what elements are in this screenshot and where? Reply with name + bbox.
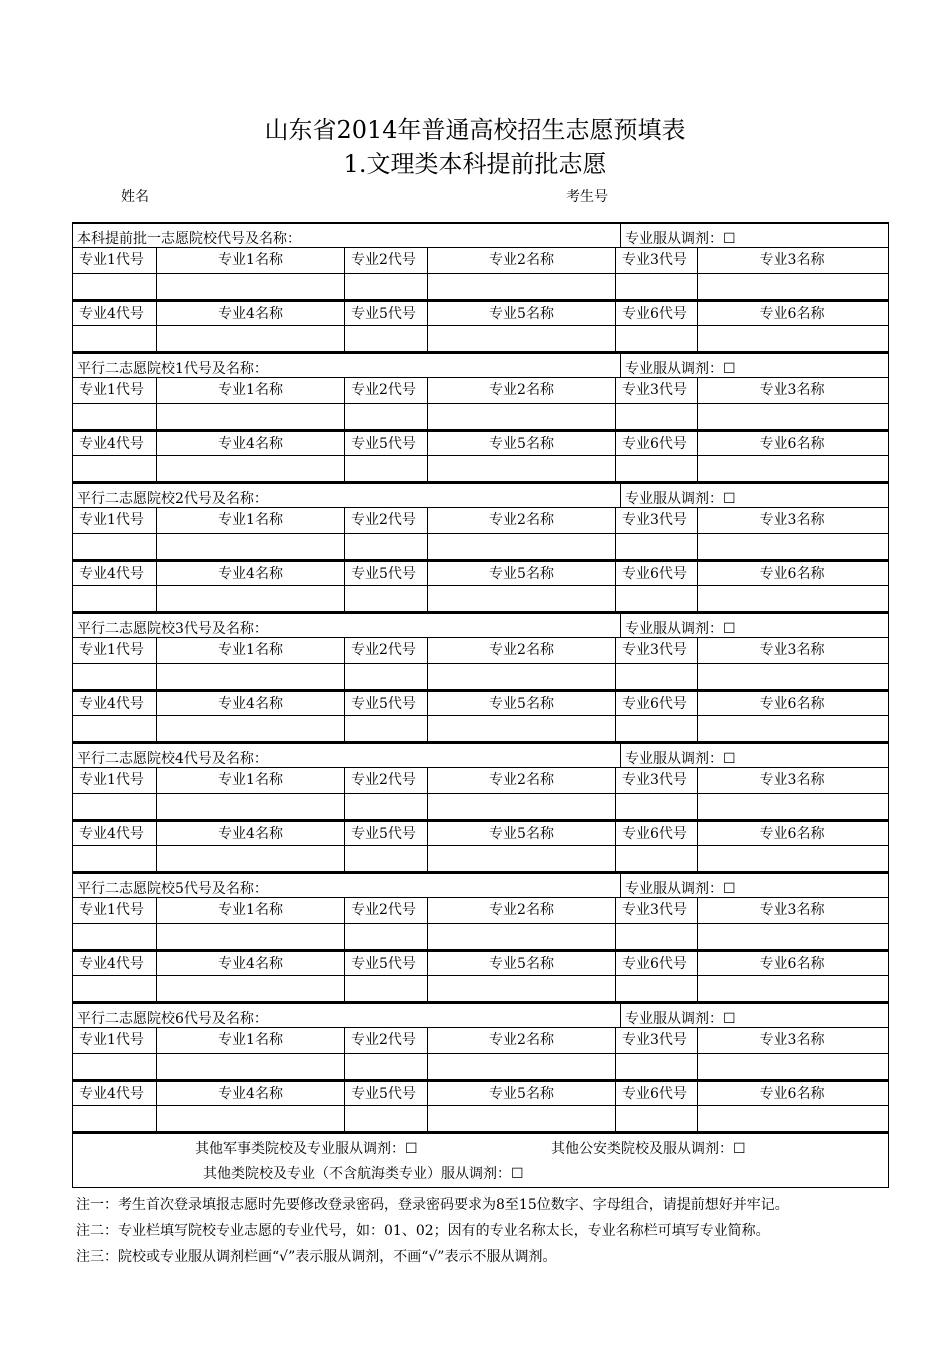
entry-row bbox=[73, 846, 888, 872]
major-name-label: 专业6名称 bbox=[759, 566, 825, 582]
major-code-label: 专业1代号 bbox=[73, 378, 157, 403]
major-name-label: 专业5名称 bbox=[428, 952, 616, 975]
major-code-field[interactable] bbox=[345, 404, 428, 429]
major-code-field[interactable] bbox=[616, 586, 698, 611]
entry-row bbox=[73, 716, 888, 742]
major-code-field[interactable] bbox=[73, 924, 157, 949]
volunteer-section bbox=[73, 872, 888, 1002]
entry-row bbox=[73, 1054, 888, 1080]
major-name-field[interactable] bbox=[157, 846, 345, 871]
major-name-label: 专业1名称 bbox=[157, 508, 345, 533]
column-label-row bbox=[73, 248, 888, 274]
major-code-label: 专业6代号 bbox=[616, 692, 698, 715]
major-name-label: 专业3名称 bbox=[759, 772, 825, 788]
volunteer-section bbox=[73, 352, 888, 482]
column-label-row bbox=[73, 950, 888, 976]
exam-id-label: 考生号 bbox=[566, 189, 608, 205]
major-code-field[interactable] bbox=[73, 404, 157, 429]
major-code-field[interactable] bbox=[345, 326, 428, 351]
military-adjust-checkbox[interactable]: 其他军事类院校及专业服从调剂：☐ bbox=[195, 1141, 418, 1157]
note-2: 注二：专业栏填写院校专业志愿的专业代号，如：01、02；因有的专业名称太长，专业名称栏可填写专业简称。 bbox=[76, 1223, 770, 1239]
school-header-row bbox=[73, 1002, 888, 1028]
form-subtitle: 1.文理类本科提前批志愿 bbox=[343, 150, 607, 178]
major-name-field[interactable] bbox=[157, 534, 345, 559]
column-label-row bbox=[73, 768, 888, 794]
major-code-field[interactable] bbox=[73, 664, 157, 689]
major-name-field[interactable] bbox=[698, 404, 886, 429]
major-name-label: 专业1名称 bbox=[157, 248, 345, 273]
adjust-checkbox[interactable]: 专业服从调剂：☐ bbox=[620, 354, 736, 377]
major-code-label: 专业4代号 bbox=[73, 1082, 157, 1105]
major-name-field[interactable] bbox=[698, 456, 886, 481]
major-name-field[interactable] bbox=[428, 664, 616, 689]
major-code-label: 专业2代号 bbox=[345, 898, 428, 923]
major-name-label: 专业1名称 bbox=[157, 1028, 345, 1053]
major-code-label: 专业5代号 bbox=[345, 822, 428, 845]
major-name-field[interactable] bbox=[428, 456, 616, 481]
column-label-row bbox=[73, 820, 888, 846]
major-code-label: 专业2代号 bbox=[345, 248, 428, 273]
major-name-label: 专业1名称 bbox=[157, 638, 345, 663]
major-name-label: 专业4名称 bbox=[157, 822, 345, 845]
column-label-row bbox=[73, 508, 888, 534]
major-code-field[interactable] bbox=[616, 794, 698, 819]
major-code-field[interactable] bbox=[73, 456, 157, 481]
entry-row bbox=[73, 794, 888, 820]
major-code-field[interactable] bbox=[616, 664, 698, 689]
major-code-label: 专业2代号 bbox=[345, 508, 428, 533]
major-code-label: 专业3代号 bbox=[616, 248, 698, 273]
major-code-field[interactable] bbox=[616, 1054, 698, 1079]
major-name-field[interactable] bbox=[428, 976, 616, 1001]
major-code-field[interactable] bbox=[345, 976, 428, 1001]
major-name-label: 专业6名称 bbox=[759, 956, 825, 972]
major-name-field[interactable] bbox=[157, 664, 345, 689]
major-code-label: 专业6代号 bbox=[616, 952, 698, 975]
major-name-field[interactable] bbox=[157, 326, 345, 351]
major-code-label: 专业5代号 bbox=[345, 952, 428, 975]
major-name-field[interactable] bbox=[428, 586, 616, 611]
major-name-field[interactable] bbox=[157, 586, 345, 611]
major-name-label: 专业4名称 bbox=[157, 692, 345, 715]
major-code-label: 专业5代号 bbox=[345, 1082, 428, 1105]
other-adjust-checkbox[interactable]: 其他类院校及专业（不含航海类专业）服从调剂：☐ bbox=[203, 1166, 524, 1182]
major-code-label: 专业4代号 bbox=[73, 952, 157, 975]
entry-row bbox=[73, 404, 888, 430]
volunteer-section bbox=[73, 482, 888, 612]
major-code-field[interactable] bbox=[345, 456, 428, 481]
major-code-label: 专业2代号 bbox=[345, 638, 428, 663]
major-code-field[interactable] bbox=[616, 534, 698, 559]
column-label-row bbox=[73, 430, 888, 456]
major-code-field[interactable] bbox=[345, 716, 428, 741]
column-label-row bbox=[73, 300, 888, 326]
major-name-label: 专业5名称 bbox=[428, 302, 616, 325]
major-code-label: 专业5代号 bbox=[345, 692, 428, 715]
major-code-label: 专业6代号 bbox=[616, 562, 698, 585]
major-name-label: 专业4名称 bbox=[157, 952, 345, 975]
major-code-field[interactable] bbox=[73, 534, 157, 559]
major-code-field[interactable] bbox=[616, 924, 698, 949]
major-name-field[interactable] bbox=[428, 846, 616, 871]
school-code-name-field[interactable]: 平行二志愿院校6代号及名称： bbox=[77, 1011, 268, 1027]
major-name-label: 专业3名称 bbox=[759, 642, 825, 658]
major-name-label: 专业2名称 bbox=[428, 768, 616, 793]
name-label: 姓名 bbox=[121, 189, 149, 205]
column-label-row bbox=[73, 1028, 888, 1054]
major-name-label: 专业1名称 bbox=[157, 898, 345, 923]
major-code-field[interactable] bbox=[616, 404, 698, 429]
volunteer-form-table bbox=[72, 222, 889, 1188]
major-code-field[interactable] bbox=[73, 1054, 157, 1079]
major-name-field[interactable] bbox=[698, 716, 886, 741]
adjust-checkbox[interactable]: 专业服从调剂：☐ bbox=[620, 874, 736, 897]
major-name-label: 专业5名称 bbox=[428, 562, 616, 585]
major-code-field[interactable] bbox=[345, 924, 428, 949]
volunteer-section bbox=[73, 742, 888, 872]
major-code-label: 专业4代号 bbox=[73, 562, 157, 585]
major-code-label: 专业1代号 bbox=[73, 1028, 157, 1053]
major-name-label: 专业4名称 bbox=[157, 432, 345, 455]
major-code-field[interactable] bbox=[616, 274, 698, 299]
adjust-checkbox[interactable]: 专业服从调剂：☐ bbox=[620, 614, 736, 637]
major-name-field[interactable] bbox=[698, 274, 886, 299]
school-header-row bbox=[73, 742, 888, 768]
school-code-name-field[interactable]: 平行二志愿院校4代号及名称： bbox=[77, 751, 268, 767]
entry-row bbox=[73, 456, 888, 482]
major-code-label: 专业3代号 bbox=[616, 898, 698, 923]
major-name-field[interactable] bbox=[428, 924, 616, 949]
major-name-label: 专业3名称 bbox=[759, 252, 825, 268]
column-label-row bbox=[73, 690, 888, 716]
major-name-field[interactable] bbox=[698, 326, 886, 351]
major-code-label: 专业1代号 bbox=[73, 508, 157, 533]
major-name-field[interactable] bbox=[157, 404, 345, 429]
major-code-label: 专业3代号 bbox=[616, 638, 698, 663]
major-name-field[interactable] bbox=[157, 924, 345, 949]
major-name-field[interactable] bbox=[157, 716, 345, 741]
form-title: 山东省2014年普通高校招生志愿预填表 bbox=[264, 116, 686, 144]
major-name-label: 专业3名称 bbox=[759, 382, 825, 398]
major-name-field[interactable] bbox=[698, 534, 886, 559]
major-code-field[interactable] bbox=[616, 846, 698, 871]
entry-row bbox=[73, 924, 888, 950]
major-name-label: 专业6名称 bbox=[759, 1086, 825, 1102]
major-name-field[interactable] bbox=[157, 1106, 345, 1131]
major-name-label: 专业4名称 bbox=[157, 1082, 345, 1105]
major-code-field[interactable] bbox=[73, 586, 157, 611]
major-code-field[interactable] bbox=[73, 846, 157, 871]
entry-row bbox=[73, 976, 888, 1002]
entry-row bbox=[73, 326, 888, 352]
entry-row bbox=[73, 586, 888, 612]
column-label-row bbox=[73, 1080, 888, 1106]
adjust-checkbox[interactable]: 专业服从调剂：☐ bbox=[620, 224, 736, 247]
major-name-field[interactable] bbox=[428, 1106, 616, 1131]
major-name-field[interactable] bbox=[428, 326, 616, 351]
major-code-label: 专业6代号 bbox=[616, 302, 698, 325]
major-code-label: 专业4代号 bbox=[73, 302, 157, 325]
major-name-field[interactable] bbox=[698, 1106, 886, 1131]
major-code-label: 专业3代号 bbox=[616, 508, 698, 533]
major-name-field[interactable] bbox=[157, 794, 345, 819]
major-code-field[interactable] bbox=[73, 794, 157, 819]
major-name-field[interactable] bbox=[157, 274, 345, 299]
major-name-field[interactable] bbox=[698, 924, 886, 949]
major-code-field[interactable] bbox=[73, 274, 157, 299]
major-code-field[interactable] bbox=[345, 1054, 428, 1079]
major-code-field[interactable] bbox=[345, 846, 428, 871]
column-label-row bbox=[73, 560, 888, 586]
school-header-row bbox=[73, 482, 888, 508]
major-code-label: 专业1代号 bbox=[73, 898, 157, 923]
entry-row bbox=[73, 274, 888, 300]
major-name-label: 专业5名称 bbox=[428, 432, 616, 455]
major-name-label: 专业3名称 bbox=[759, 1032, 825, 1048]
major-name-label: 专业2名称 bbox=[428, 1028, 616, 1053]
major-code-label: 专业3代号 bbox=[616, 378, 698, 403]
major-code-label: 专业5代号 bbox=[345, 302, 428, 325]
major-name-label: 专业3名称 bbox=[759, 902, 825, 918]
major-name-field[interactable] bbox=[428, 274, 616, 299]
major-code-field[interactable] bbox=[616, 976, 698, 1001]
school-code-name-field[interactable]: 本科提前批一志愿院校代号及名称： bbox=[77, 231, 301, 247]
column-label-row bbox=[73, 898, 888, 924]
major-code-field[interactable] bbox=[73, 716, 157, 741]
major-name-label: 专业1名称 bbox=[157, 768, 345, 793]
school-code-name-field[interactable]: 平行二志愿院校2代号及名称： bbox=[77, 491, 268, 507]
major-name-label: 专业5名称 bbox=[428, 692, 616, 715]
school-code-name-field[interactable]: 平行二志愿院校3代号及名称： bbox=[77, 621, 268, 637]
major-name-label: 专业5名称 bbox=[428, 1082, 616, 1105]
major-code-label: 专业5代号 bbox=[345, 562, 428, 585]
major-code-field[interactable] bbox=[73, 976, 157, 1001]
entry-row bbox=[73, 1106, 888, 1132]
major-code-label: 专业1代号 bbox=[73, 248, 157, 273]
major-code-label: 专业4代号 bbox=[73, 822, 157, 845]
major-code-label: 专业4代号 bbox=[73, 432, 157, 455]
major-name-field[interactable] bbox=[428, 716, 616, 741]
other-adjust-box bbox=[73, 1132, 888, 1188]
school-header-row bbox=[73, 352, 888, 378]
major-code-field[interactable] bbox=[73, 1106, 157, 1131]
major-name-label: 专业2名称 bbox=[428, 378, 616, 403]
major-code-label: 专业5代号 bbox=[345, 432, 428, 455]
major-name-field[interactable] bbox=[698, 846, 886, 871]
major-name-label: 专业1名称 bbox=[157, 378, 345, 403]
major-code-field[interactable] bbox=[345, 664, 428, 689]
major-code-field[interactable] bbox=[616, 1106, 698, 1131]
major-name-label: 专业3名称 bbox=[759, 512, 825, 528]
major-name-field[interactable] bbox=[157, 456, 345, 481]
major-name-label: 专业6名称 bbox=[759, 306, 825, 322]
major-code-label: 专业4代号 bbox=[73, 692, 157, 715]
volunteer-section bbox=[73, 222, 888, 352]
major-name-field[interactable] bbox=[698, 794, 886, 819]
major-name-label: 专业5名称 bbox=[428, 822, 616, 845]
major-name-label: 专业6名称 bbox=[759, 826, 825, 842]
major-name-label: 专业2名称 bbox=[428, 638, 616, 663]
school-header-row bbox=[73, 612, 888, 638]
major-name-field[interactable] bbox=[698, 586, 886, 611]
school-header-row bbox=[73, 872, 888, 898]
major-code-label: 专业2代号 bbox=[345, 1028, 428, 1053]
major-code-label: 专业3代号 bbox=[616, 1028, 698, 1053]
major-code-field[interactable] bbox=[616, 456, 698, 481]
major-code-field[interactable] bbox=[73, 326, 157, 351]
major-code-label: 专业6代号 bbox=[616, 1082, 698, 1105]
major-code-label: 专业1代号 bbox=[73, 638, 157, 663]
major-name-field[interactable] bbox=[428, 794, 616, 819]
police-adjust-checkbox[interactable]: 其他公安类院校及服从调剂：☐ bbox=[551, 1141, 746, 1157]
major-code-field[interactable] bbox=[345, 586, 428, 611]
major-code-label: 专业1代号 bbox=[73, 768, 157, 793]
major-name-label: 专业6名称 bbox=[759, 436, 825, 452]
major-name-label: 专业6名称 bbox=[759, 696, 825, 712]
notes bbox=[76, 1192, 789, 1270]
entry-row bbox=[73, 664, 888, 690]
column-label-row bbox=[73, 638, 888, 664]
adjust-checkbox[interactable]: 专业服从调剂：☐ bbox=[620, 744, 736, 767]
school-code-name-field[interactable]: 平行二志愿院校1代号及名称： bbox=[77, 361, 268, 377]
major-name-field[interactable] bbox=[428, 404, 616, 429]
major-name-field[interactable] bbox=[698, 976, 886, 1001]
major-name-label: 专业4名称 bbox=[157, 302, 345, 325]
major-name-field[interactable] bbox=[698, 664, 886, 689]
major-name-field[interactable] bbox=[428, 1054, 616, 1079]
column-label-row bbox=[73, 378, 888, 404]
major-name-field[interactable] bbox=[428, 534, 616, 559]
major-name-label: 专业4名称 bbox=[157, 562, 345, 585]
adjust-checkbox[interactable]: 专业服从调剂：☐ bbox=[620, 484, 736, 507]
note-3: 注三：院校或专业服从调剂栏画“√”表示服从调剂，不画“√”表示不服从调剂。 bbox=[76, 1249, 557, 1265]
major-code-field[interactable] bbox=[345, 1106, 428, 1131]
major-code-field[interactable] bbox=[616, 716, 698, 741]
adjust-checkbox[interactable]: 专业服从调剂：☐ bbox=[620, 1004, 736, 1027]
volunteer-section bbox=[73, 612, 888, 742]
note-1: 注一：考生首次登录填报志愿时先要修改登录密码，登录密码要求为8至15位数字、字母组合，请提前想好并牢记。 bbox=[76, 1197, 789, 1213]
major-name-field[interactable] bbox=[698, 1054, 886, 1079]
major-code-field[interactable] bbox=[345, 534, 428, 559]
major-name-field[interactable] bbox=[157, 1054, 345, 1079]
major-code-label: 专业3代号 bbox=[616, 768, 698, 793]
entry-row bbox=[73, 534, 888, 560]
major-name-label: 专业2名称 bbox=[428, 248, 616, 273]
school-code-name-field[interactable]: 平行二志愿院校5代号及名称： bbox=[77, 881, 268, 897]
major-code-field[interactable] bbox=[345, 274, 428, 299]
major-name-label: 专业2名称 bbox=[428, 898, 616, 923]
major-code-label: 专业2代号 bbox=[345, 378, 428, 403]
major-code-label: 专业6代号 bbox=[616, 432, 698, 455]
major-code-field[interactable] bbox=[616, 326, 698, 351]
major-name-label: 专业2名称 bbox=[428, 508, 616, 533]
school-header-row bbox=[73, 222, 888, 248]
major-name-field[interactable] bbox=[157, 976, 345, 1001]
major-code-label: 专业2代号 bbox=[345, 768, 428, 793]
major-code-label: 专业6代号 bbox=[616, 822, 698, 845]
major-code-field[interactable] bbox=[345, 794, 428, 819]
volunteer-section bbox=[73, 1002, 888, 1132]
